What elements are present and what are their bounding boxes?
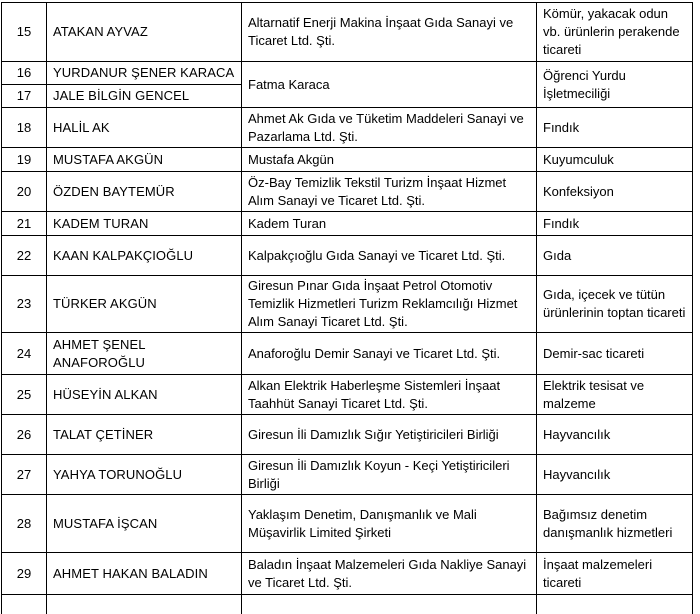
cell-person-name: HALİL AK (47, 108, 242, 148)
table-row (2, 108, 693, 148)
cell-number: 24 (2, 333, 47, 375)
cell-number: 20 (2, 172, 47, 212)
cell-company-name: Kalpakçıoğlu Gıda Sanayi ve Ticaret Ltd. Şti. (242, 236, 537, 276)
cell-person-name: ATAKAN AYVAZ (47, 3, 242, 62)
cell-sector: Kömür, yakacak odun vb. ürünlerin perakende ticareti (537, 3, 693, 62)
cell-person-name: ÖZDEN BAYTEMÜR (47, 172, 242, 212)
cell-sector: Fındık (537, 108, 693, 148)
cell-company-name: Fatma Karaca (242, 62, 537, 108)
cell-number: 26 (2, 415, 47, 455)
table-row (2, 495, 693, 553)
cell-number: 27 (2, 455, 47, 495)
cell-company-name: Kadem Turan (242, 212, 537, 236)
cell-sector: Konfeksiyon (537, 172, 693, 212)
cell-sector: Kuyumculuk (537, 148, 693, 172)
cell-company-name: Yaklaşım Denetim, Danışmanlık ve Mali Müşavirlik Limited Şirketi (242, 495, 537, 553)
cell-company-name: Anaforoğlu Demir Sanayi ve Ticaret Ltd. Şti. (242, 333, 537, 375)
cell-person-name: HÜSEYİN ALKAN (47, 375, 242, 415)
cell-sector: İnşaat malzemeleri ticareti (537, 553, 693, 595)
table-row (2, 276, 693, 333)
cell-company-name: Giresun Pınar Gıda İnşaat Petrol Otomotiv Temizlik Hizmetleri Turizm Reklamcılığı Hizmet Alım Sanayi Ticaret Ltd. Şti. (242, 276, 537, 333)
table-row (2, 455, 693, 495)
cell-sector: Hayvancılık (537, 415, 693, 455)
table-row-partial (2, 595, 693, 614)
table-row (2, 415, 693, 455)
cell-number: 25 (2, 375, 47, 415)
table-row (2, 553, 693, 595)
cell-company-name (242, 595, 537, 614)
cell-person-name: AHMET HAKAN BALADIN (47, 553, 242, 595)
cell-person-name: TÜRKER AKGÜN (47, 276, 242, 333)
cell-number: 15 (2, 3, 47, 62)
table-row (2, 375, 693, 415)
participants-table (1, 2, 693, 614)
cell-sector: Öğrenci Yurdu İşletmeciliği (537, 62, 693, 108)
cell-sector: Hayvancılık (537, 455, 693, 495)
table-row (2, 236, 693, 276)
cell-number: 18 (2, 108, 47, 148)
cell-person-name: TALAT ÇETİNER (47, 415, 242, 455)
cell-company-name: Öz-Bay Temizlik Tekstil Turizm İnşaat Hizmet Alım Sanayi ve Ticaret Ltd. Şti. (242, 172, 537, 212)
cell-sector: Gıda, içecek ve tütün ürünlerinin toptan ticareti (537, 276, 693, 333)
cell-sector: Gıda (537, 236, 693, 276)
cell-company-name: Altarnatif Enerji Makina İnşaat Gıda Sanayi ve Ticaret Ltd. Şti. (242, 3, 537, 62)
cell-person-name: MUSTAFA AKGÜN (47, 148, 242, 172)
table-row (2, 212, 693, 236)
cell-number: 17 (2, 85, 47, 108)
table-row (2, 148, 693, 172)
cell-person-name: MUSTAFA İŞCAN (47, 495, 242, 553)
cell-company-name: Mustafa Akgün (242, 148, 537, 172)
cell-number: 22 (2, 236, 47, 276)
cell-person-name (47, 595, 242, 614)
cell-company-name: Alkan Elektrik Haberleşme Sistemleri İnşaat Taahhüt Sanayi Ticaret Ltd. Şti. (242, 375, 537, 415)
cell-company-name: Giresun İli Damızlık Sığır Yetiştiricileri Birliği (242, 415, 537, 455)
cell-sector: Demir-sac ticareti (537, 333, 693, 375)
cell-person-name: YURDANUR ŞENER KARACA (47, 62, 242, 85)
cell-company-name: Baladın İnşaat Malzemeleri Gıda Nakliye Sanayi ve Ticaret Ltd. Şti. (242, 553, 537, 595)
cell-number: 16 (2, 62, 47, 85)
cell-number: 29 (2, 553, 47, 595)
cell-person-name: KADEM TURAN (47, 212, 242, 236)
cell-person-name: KAAN KALPAKÇIOĞLU (47, 236, 242, 276)
cell-company-name: Ahmet Ak Gıda ve Tüketim Maddeleri Sanayi ve Pazarlama Ltd. Şti. (242, 108, 537, 148)
cell-number (2, 595, 47, 614)
cell-number: 28 (2, 495, 47, 553)
cell-person-name: JALE BİLGİN GENCEL (47, 85, 242, 108)
cell-person-name: AHMET ŞENEL ANAFOROĞLU (47, 333, 242, 375)
cell-sector: Elektrik tesisat ve malzeme (537, 375, 693, 415)
table-row (2, 62, 693, 85)
cell-person-name: YAHYA TORUNOĞLU (47, 455, 242, 495)
cell-company-name: Giresun İli Damızlık Koyun - Keçi Yetiştiricileri Birliği (242, 455, 537, 495)
cell-number: 23 (2, 276, 47, 333)
cell-number: 21 (2, 212, 47, 236)
table-row (2, 3, 693, 62)
cell-sector: Bağımsız denetim danışmanlık hizmetleri (537, 495, 693, 553)
table-row (2, 333, 693, 375)
table-row (2, 172, 693, 212)
cell-sector (537, 595, 693, 614)
cell-number: 19 (2, 148, 47, 172)
cell-sector: Fındık (537, 212, 693, 236)
